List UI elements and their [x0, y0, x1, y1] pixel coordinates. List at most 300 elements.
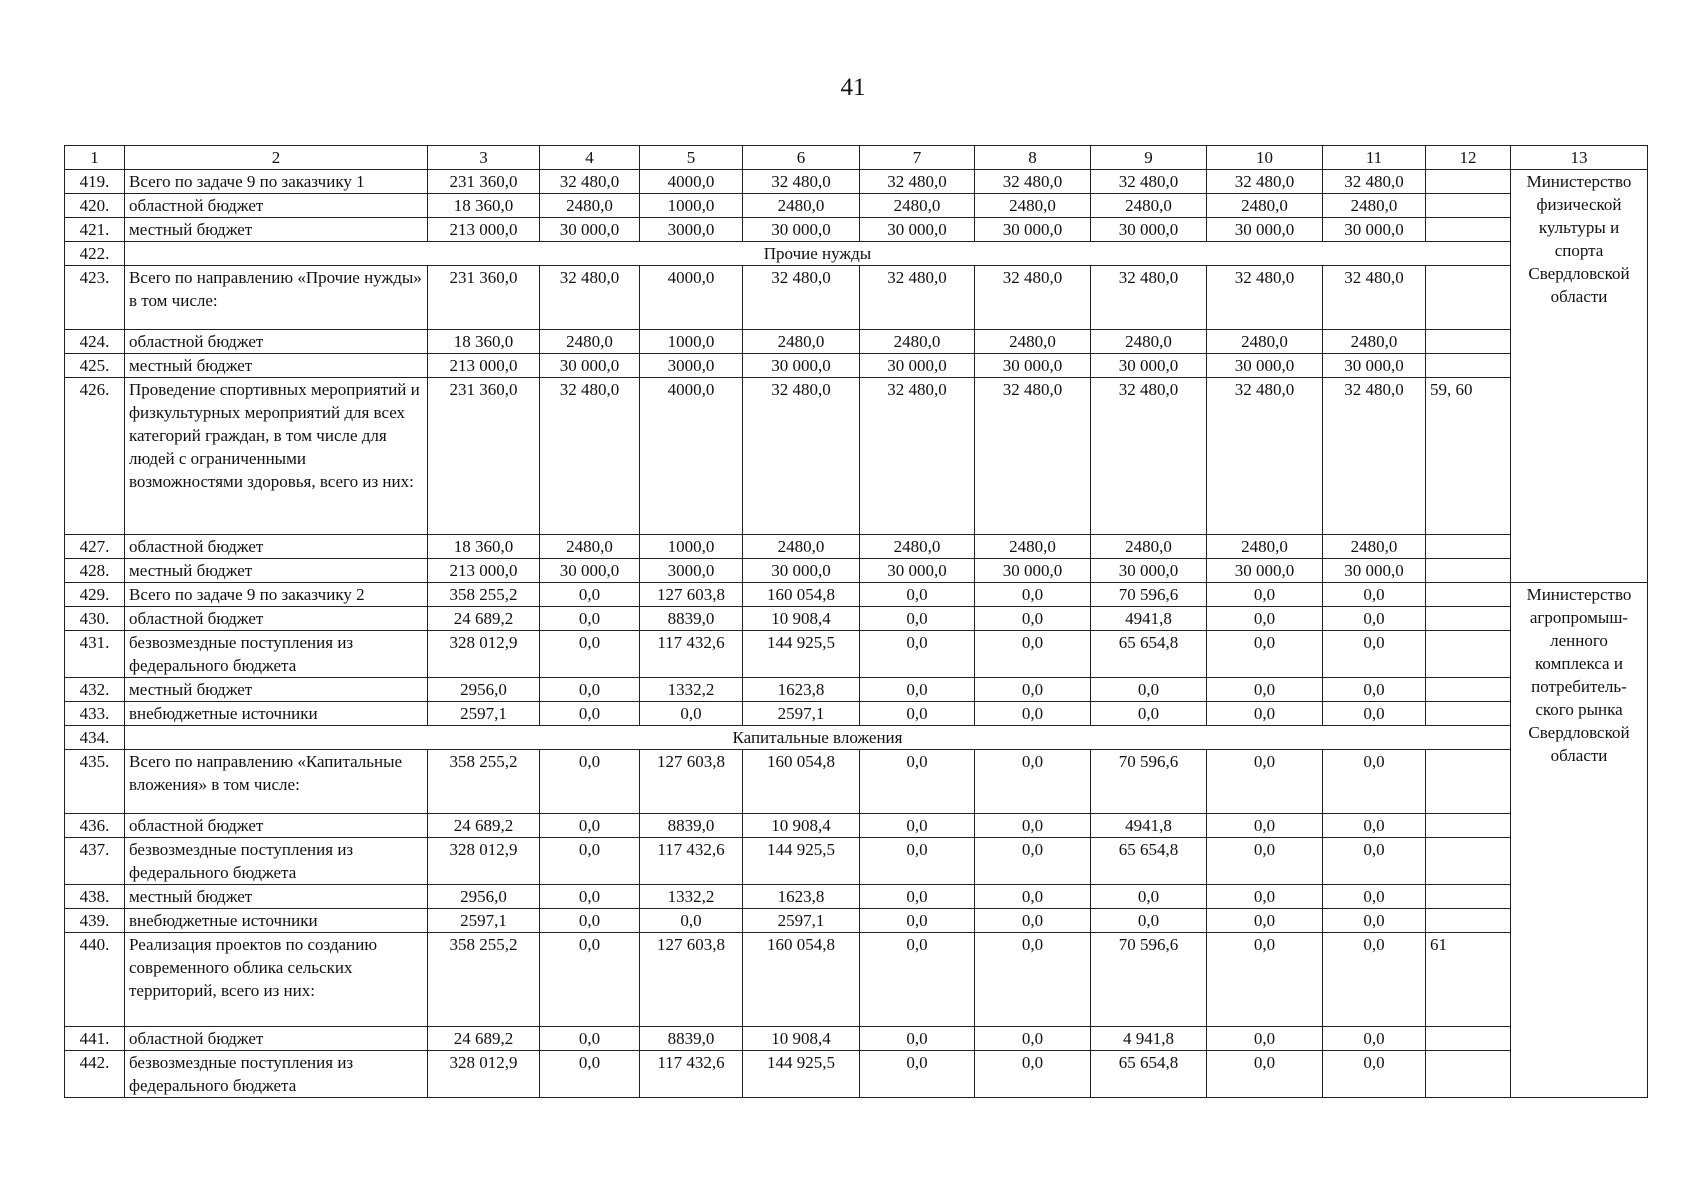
value-cell: 30 000,0	[540, 218, 640, 242]
value-cell: 2480,0	[743, 535, 860, 559]
value-cell: 30 000,0	[1207, 218, 1323, 242]
value-cell: 0,0	[860, 838, 975, 885]
value-cell: 1332,2	[640, 885, 743, 909]
value-cell: 2480,0	[743, 194, 860, 218]
table-row	[65, 218, 1648, 242]
value-cell: 213 000,0	[428, 559, 540, 583]
value-cell: 32 480,0	[540, 266, 640, 330]
value-cell: 160 054,8	[743, 583, 860, 607]
value-cell: 160 054,8	[743, 750, 860, 814]
value-cell: 0,0	[1207, 838, 1323, 885]
value-cell: 0,0	[975, 838, 1091, 885]
row-name: областной бюджет	[125, 1027, 428, 1051]
value-cell: 0,0	[1207, 631, 1323, 678]
column-header: 4	[540, 146, 640, 170]
value-cell: 0,0	[1207, 750, 1323, 814]
value-cell: 30 000,0	[1091, 354, 1207, 378]
value-cell: 2480,0	[540, 535, 640, 559]
value-cell: 0,0	[1207, 814, 1323, 838]
target-ref-cell	[1426, 266, 1511, 330]
row-name: областной бюджет	[125, 814, 428, 838]
value-cell: 0,0	[1323, 909, 1426, 933]
table-row	[65, 266, 1648, 330]
table-row	[65, 909, 1648, 933]
value-cell: 0,0	[1091, 885, 1207, 909]
value-cell: 32 480,0	[975, 170, 1091, 194]
target-ref-cell	[1426, 750, 1511, 814]
target-ref-cell	[1426, 194, 1511, 218]
value-cell: 127 603,8	[640, 583, 743, 607]
row-number: 432.	[65, 678, 125, 702]
row-name: безвозмездные поступления из федерального бюджета	[125, 1051, 428, 1098]
value-cell: 0,0	[860, 933, 975, 1027]
value-cell: 328 012,9	[428, 838, 540, 885]
value-cell: 2480,0	[975, 194, 1091, 218]
value-cell: 4000,0	[640, 378, 743, 535]
row-number: 425.	[65, 354, 125, 378]
value-cell: 0,0	[540, 814, 640, 838]
row-name: местный бюджет	[125, 678, 428, 702]
target-ref-cell	[1426, 218, 1511, 242]
target-ref-cell	[1426, 909, 1511, 933]
executor-cell: Министерство физической культуры и спорта Свердловской области	[1511, 170, 1648, 583]
value-cell: 4941,8	[1091, 814, 1207, 838]
value-cell: 32 480,0	[860, 266, 975, 330]
value-cell: 2597,1	[428, 909, 540, 933]
value-cell: 2480,0	[860, 194, 975, 218]
row-number: 437.	[65, 838, 125, 885]
value-cell: 0,0	[640, 909, 743, 933]
row-name: местный бюджет	[125, 559, 428, 583]
value-cell: 18 360,0	[428, 535, 540, 559]
value-cell: 30 000,0	[975, 354, 1091, 378]
value-cell: 0,0	[1323, 1051, 1426, 1098]
value-cell: 0,0	[1323, 583, 1426, 607]
row-number: 431.	[65, 631, 125, 678]
row-number: 422.	[65, 242, 125, 266]
column-header: 7	[860, 146, 975, 170]
value-cell: 32 480,0	[1323, 266, 1426, 330]
value-cell: 2480,0	[975, 535, 1091, 559]
target-ref-cell: 59, 60	[1426, 378, 1511, 535]
value-cell: 1000,0	[640, 330, 743, 354]
value-cell: 30 000,0	[1091, 559, 1207, 583]
value-cell: 65 654,8	[1091, 838, 1207, 885]
value-cell: 0,0	[975, 909, 1091, 933]
value-cell: 30 000,0	[1207, 559, 1323, 583]
value-cell: 0,0	[1207, 909, 1323, 933]
table-row	[65, 838, 1648, 885]
value-cell: 30 000,0	[743, 354, 860, 378]
table-row	[65, 885, 1648, 909]
value-cell: 30 000,0	[860, 354, 975, 378]
value-cell: 1623,8	[743, 885, 860, 909]
value-cell: 0,0	[540, 583, 640, 607]
value-cell: 0,0	[975, 933, 1091, 1027]
value-cell: 0,0	[1323, 885, 1426, 909]
row-name: внебюджетные источники	[125, 909, 428, 933]
value-cell: 0,0	[975, 1027, 1091, 1051]
value-cell: 2480,0	[1323, 194, 1426, 218]
value-cell: 0,0	[860, 583, 975, 607]
column-header: 6	[743, 146, 860, 170]
column-header: 1	[65, 146, 125, 170]
row-number: 426.	[65, 378, 125, 535]
section-title: Капитальные вложения	[125, 726, 1511, 750]
value-cell: 0,0	[1323, 933, 1426, 1027]
value-cell: 328 012,9	[428, 1051, 540, 1098]
value-cell: 32 480,0	[743, 266, 860, 330]
value-cell: 30 000,0	[743, 559, 860, 583]
value-cell: 30 000,0	[1091, 218, 1207, 242]
value-cell: 2956,0	[428, 885, 540, 909]
value-cell: 0,0	[1207, 1051, 1323, 1098]
row-name: безвозмездные поступления из федерального бюджета	[125, 631, 428, 678]
row-name: внебюджетные источники	[125, 702, 428, 726]
value-cell: 0,0	[975, 885, 1091, 909]
column-header: 5	[640, 146, 743, 170]
value-cell: 8839,0	[640, 1027, 743, 1051]
value-cell: 32 480,0	[1207, 266, 1323, 330]
value-cell: 0,0	[1323, 1027, 1426, 1051]
value-cell: 0,0	[860, 750, 975, 814]
row-number: 429.	[65, 583, 125, 607]
value-cell: 32 480,0	[975, 378, 1091, 535]
value-cell: 2480,0	[743, 330, 860, 354]
value-cell: 328 012,9	[428, 631, 540, 678]
row-name: местный бюджет	[125, 354, 428, 378]
target-ref-cell	[1426, 678, 1511, 702]
value-cell: 10 908,4	[743, 1027, 860, 1051]
value-cell: 0,0	[975, 583, 1091, 607]
row-number: 435.	[65, 750, 125, 814]
row-number: 439.	[65, 909, 125, 933]
value-cell: 2480,0	[860, 535, 975, 559]
value-cell: 32 480,0	[1091, 170, 1207, 194]
target-ref-cell	[1426, 583, 1511, 607]
value-cell: 117 432,6	[640, 1051, 743, 1098]
row-number: 436.	[65, 814, 125, 838]
value-cell: 32 480,0	[1323, 170, 1426, 194]
value-cell: 0,0	[540, 750, 640, 814]
value-cell: 30 000,0	[975, 218, 1091, 242]
value-cell: 0,0	[1207, 885, 1323, 909]
row-name: Всего по задаче 9 по заказчику 1	[125, 170, 428, 194]
value-cell: 0,0	[1207, 1027, 1323, 1051]
row-name: безвозмездные поступления из федерального бюджета	[125, 838, 428, 885]
page-number: 41	[840, 74, 866, 101]
value-cell: 8839,0	[640, 814, 743, 838]
row-number: 427.	[65, 535, 125, 559]
value-cell: 213 000,0	[428, 354, 540, 378]
value-cell: 0,0	[540, 678, 640, 702]
value-cell: 0,0	[860, 607, 975, 631]
value-cell: 32 480,0	[975, 266, 1091, 330]
table-row	[65, 678, 1648, 702]
value-cell: 117 432,6	[640, 838, 743, 885]
row-number: 433.	[65, 702, 125, 726]
value-cell: 2480,0	[975, 330, 1091, 354]
value-cell: 127 603,8	[640, 750, 743, 814]
value-cell: 24 689,2	[428, 607, 540, 631]
column-header: 8	[975, 146, 1091, 170]
table-row	[65, 378, 1648, 535]
row-name: областной бюджет	[125, 535, 428, 559]
executor-cell: Министерство агропромыш-ленного комплекса и потребитель-ского рынка Свердловской области	[1511, 583, 1648, 1098]
row-number: 423.	[65, 266, 125, 330]
row-number: 424.	[65, 330, 125, 354]
value-cell: 0,0	[860, 631, 975, 678]
value-cell: 30 000,0	[860, 559, 975, 583]
value-cell: 32 480,0	[540, 378, 640, 535]
row-number: 434.	[65, 726, 125, 750]
value-cell: 127 603,8	[640, 933, 743, 1027]
table-row	[65, 702, 1648, 726]
row-name: областной бюджет	[125, 194, 428, 218]
value-cell: 0,0	[540, 933, 640, 1027]
value-cell: 0,0	[540, 631, 640, 678]
value-cell: 2480,0	[1091, 535, 1207, 559]
value-cell: 2597,1	[428, 702, 540, 726]
value-cell: 0,0	[860, 678, 975, 702]
row-name: местный бюджет	[125, 885, 428, 909]
value-cell: 32 480,0	[1091, 378, 1207, 535]
value-cell: 32 480,0	[1207, 170, 1323, 194]
value-cell: 70 596,6	[1091, 933, 1207, 1027]
value-cell: 2480,0	[1207, 535, 1323, 559]
value-cell: 30 000,0	[1323, 559, 1426, 583]
value-cell: 0,0	[540, 702, 640, 726]
row-number: 430.	[65, 607, 125, 631]
row-name: Всего по задаче 9 по заказчику 2	[125, 583, 428, 607]
value-cell: 0,0	[860, 909, 975, 933]
value-cell: 144 925,5	[743, 838, 860, 885]
value-cell: 30 000,0	[1323, 354, 1426, 378]
value-cell: 0,0	[540, 838, 640, 885]
row-name: областной бюджет	[125, 330, 428, 354]
value-cell: 0,0	[975, 1051, 1091, 1098]
row-number: 442.	[65, 1051, 125, 1098]
value-cell: 0,0	[1091, 702, 1207, 726]
value-cell: 0,0	[1207, 583, 1323, 607]
value-cell: 0,0	[1207, 678, 1323, 702]
value-cell: 0,0	[860, 814, 975, 838]
table-row	[65, 535, 1648, 559]
value-cell: 32 480,0	[1323, 378, 1426, 535]
value-cell: 0,0	[1207, 933, 1323, 1027]
table-row	[65, 170, 1648, 194]
value-cell: 144 925,5	[743, 1051, 860, 1098]
column-header: 9	[1091, 146, 1207, 170]
target-ref-cell	[1426, 535, 1511, 559]
value-cell: 0,0	[540, 909, 640, 933]
value-cell: 2597,1	[743, 702, 860, 726]
target-ref-cell	[1426, 702, 1511, 726]
target-ref-cell	[1426, 814, 1511, 838]
value-cell: 3000,0	[640, 559, 743, 583]
value-cell: 3000,0	[640, 218, 743, 242]
target-ref-cell	[1426, 354, 1511, 378]
value-cell: 0,0	[1207, 702, 1323, 726]
value-cell: 32 480,0	[1091, 266, 1207, 330]
value-cell: 30 000,0	[975, 559, 1091, 583]
row-name: Всего по направлению «Прочие нужды» в том числе:	[125, 266, 428, 330]
value-cell: 0,0	[975, 814, 1091, 838]
value-cell: 213 000,0	[428, 218, 540, 242]
section-row	[65, 242, 1648, 266]
row-number: 440.	[65, 933, 125, 1027]
table-body	[65, 146, 1648, 1098]
value-cell: 30 000,0	[1323, 218, 1426, 242]
column-header: 12	[1426, 146, 1511, 170]
row-number: 419.	[65, 170, 125, 194]
table-row	[65, 330, 1648, 354]
value-cell: 2480,0	[860, 330, 975, 354]
table-row	[65, 1051, 1648, 1098]
value-cell: 2480,0	[1323, 330, 1426, 354]
value-cell: 0,0	[1323, 631, 1426, 678]
value-cell: 1000,0	[640, 535, 743, 559]
column-header: 10	[1207, 146, 1323, 170]
value-cell: 10 908,4	[743, 814, 860, 838]
row-name: Реализация проектов по созданию современного облика сельских территорий, всего из них:	[125, 933, 428, 1027]
value-cell: 4941,8	[1091, 607, 1207, 631]
value-cell: 32 480,0	[1207, 378, 1323, 535]
column-header: 3	[428, 146, 540, 170]
value-cell: 0,0	[975, 750, 1091, 814]
value-cell: 0,0	[540, 1027, 640, 1051]
value-cell: 0,0	[860, 1027, 975, 1051]
value-cell: 18 360,0	[428, 194, 540, 218]
value-cell: 0,0	[640, 702, 743, 726]
value-cell: 30 000,0	[540, 559, 640, 583]
value-cell: 8839,0	[640, 607, 743, 631]
value-cell: 0,0	[860, 702, 975, 726]
row-number: 421.	[65, 218, 125, 242]
value-cell: 0,0	[540, 885, 640, 909]
table-row	[65, 814, 1648, 838]
value-cell: 32 480,0	[743, 378, 860, 535]
row-number: 420.	[65, 194, 125, 218]
value-cell: 1000,0	[640, 194, 743, 218]
target-ref-cell	[1426, 1051, 1511, 1098]
value-cell: 0,0	[860, 1051, 975, 1098]
value-cell: 2597,1	[743, 909, 860, 933]
value-cell: 0,0	[975, 678, 1091, 702]
value-cell: 358 255,2	[428, 750, 540, 814]
target-ref-cell	[1426, 631, 1511, 678]
column-header: 13	[1511, 146, 1648, 170]
value-cell: 4 941,8	[1091, 1027, 1207, 1051]
value-cell: 32 480,0	[743, 170, 860, 194]
value-cell: 0,0	[1323, 750, 1426, 814]
value-cell: 2480,0	[540, 194, 640, 218]
row-number: 428.	[65, 559, 125, 583]
value-cell: 2956,0	[428, 678, 540, 702]
target-ref-cell	[1426, 559, 1511, 583]
value-cell: 144 925,5	[743, 631, 860, 678]
section-row	[65, 726, 1648, 750]
table-row	[65, 607, 1648, 631]
table-row	[65, 1027, 1648, 1051]
value-cell: 3000,0	[640, 354, 743, 378]
value-cell: 2480,0	[1323, 535, 1426, 559]
value-cell: 18 360,0	[428, 330, 540, 354]
value-cell: 358 255,2	[428, 933, 540, 1027]
value-cell: 65 654,8	[1091, 1051, 1207, 1098]
value-cell: 2480,0	[1207, 330, 1323, 354]
value-cell: 70 596,6	[1091, 750, 1207, 814]
value-cell: 2480,0	[1091, 194, 1207, 218]
row-name: местный бюджет	[125, 218, 428, 242]
value-cell: 2480,0	[1207, 194, 1323, 218]
column-header-row	[65, 146, 1648, 170]
value-cell: 32 480,0	[540, 170, 640, 194]
value-cell: 231 360,0	[428, 266, 540, 330]
value-cell: 2480,0	[1091, 330, 1207, 354]
target-ref-cell	[1426, 607, 1511, 631]
value-cell: 30 000,0	[743, 218, 860, 242]
value-cell: 4000,0	[640, 170, 743, 194]
value-cell: 0,0	[1207, 607, 1323, 631]
value-cell: 0,0	[1323, 702, 1426, 726]
row-name: областной бюджет	[125, 607, 428, 631]
table-row	[65, 194, 1648, 218]
value-cell: 0,0	[540, 1051, 640, 1098]
value-cell: 0,0	[975, 631, 1091, 678]
value-cell: 32 480,0	[860, 170, 975, 194]
row-name: Проведение спортивных мероприятий и физкультурных мероприятий для всех категорий граждан, в том числе для людей с ограниченными возможностями здоровья, всего из них:	[125, 378, 428, 535]
value-cell: 0,0	[1323, 607, 1426, 631]
value-cell: 4000,0	[640, 266, 743, 330]
value-cell: 0,0	[1091, 909, 1207, 933]
target-ref-cell	[1426, 1027, 1511, 1051]
table-row	[65, 933, 1648, 1027]
value-cell: 231 360,0	[428, 378, 540, 535]
row-name: Всего по направлению «Капитальные вложения» в том числе:	[125, 750, 428, 814]
value-cell: 30 000,0	[1207, 354, 1323, 378]
target-ref-cell: 61	[1426, 933, 1511, 1027]
section-title: Прочие нужды	[125, 242, 1511, 266]
target-ref-cell	[1426, 885, 1511, 909]
table-row	[65, 354, 1648, 378]
target-ref-cell	[1426, 838, 1511, 885]
table-row	[65, 559, 1648, 583]
value-cell: 24 689,2	[428, 814, 540, 838]
target-ref-cell	[1426, 330, 1511, 354]
value-cell: 70 596,6	[1091, 583, 1207, 607]
row-number: 441.	[65, 1027, 125, 1051]
value-cell: 0,0	[975, 702, 1091, 726]
value-cell: 0,0	[1091, 678, 1207, 702]
table-row	[65, 583, 1648, 607]
value-cell: 65 654,8	[1091, 631, 1207, 678]
value-cell: 0,0	[975, 607, 1091, 631]
value-cell: 2480,0	[540, 330, 640, 354]
value-cell: 0,0	[1323, 678, 1426, 702]
value-cell: 32 480,0	[860, 378, 975, 535]
value-cell: 10 908,4	[743, 607, 860, 631]
budget-table	[64, 145, 1648, 1098]
value-cell: 0,0	[540, 607, 640, 631]
target-ref-cell	[1426, 170, 1511, 194]
column-header: 11	[1323, 146, 1426, 170]
value-cell: 1332,2	[640, 678, 743, 702]
table-row	[65, 750, 1648, 814]
value-cell: 30 000,0	[860, 218, 975, 242]
value-cell: 0,0	[860, 885, 975, 909]
value-cell: 160 054,8	[743, 933, 860, 1027]
